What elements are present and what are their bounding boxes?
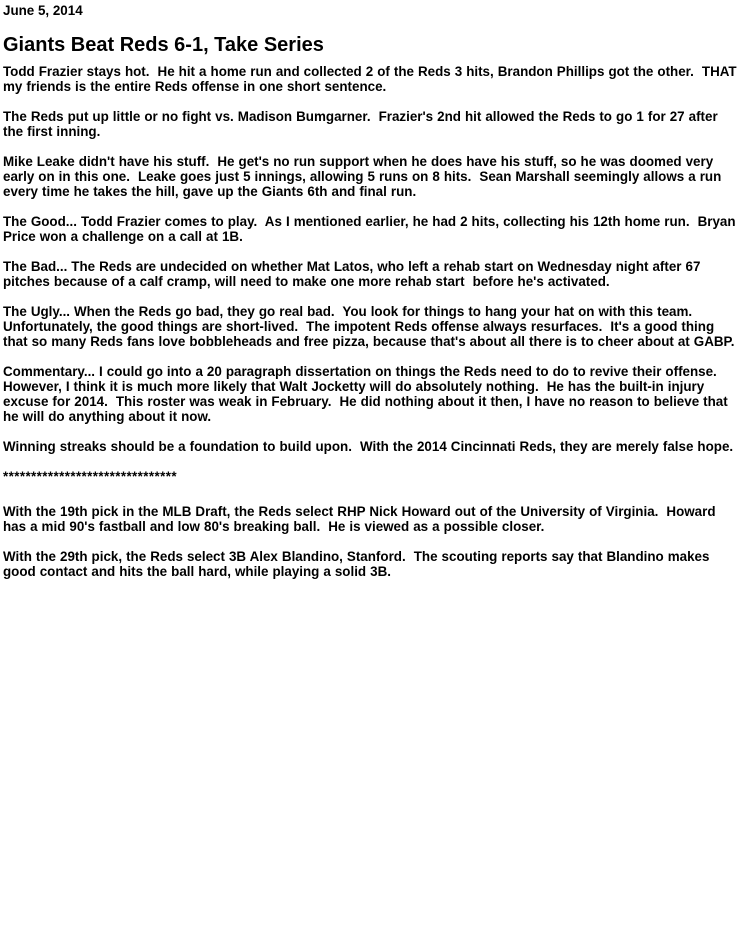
- post-title: Giants Beat Reds 6-1, Take Series: [3, 34, 324, 56]
- paragraph-the-good: The Good... Todd Frazier comes to play. As I mentioned earlier, he had 2 hits, collecting his 12th home run. Bryan Price won a challenge on a call at 1B.: [3, 214, 740, 244]
- paragraph-the-bad: The Bad... The Reds are undecided on whether Mat Latos, who left a rehab start on Wednesday night after 67 pitches because of a calf cramp, will need to make one more rehab start before he's activated.: [3, 259, 705, 289]
- asterisk-divider: *******************************: [3, 469, 177, 484]
- post-date: June 5, 2014: [3, 3, 83, 18]
- paragraph-the-ugly: The Ugly... When the Reds go bad, they go real bad. You look for things to hang your hat on with this team. Unfortunately, the good things are short-lived. The impotent Reds offense always resurfaces. It's a good thing that so many Reds fans love bobbleheads and free pizza, because that's about all there is to cheer about at GABP.: [3, 304, 735, 349]
- paragraph-leake: Mike Leake didn't have his stuff. He get's no run support when he does have his stuff, so he was doomed very early on in this one. Leake goes just 5 innings, allowing 5 runs on 8 hits. Sean Marshall seemingly allows a run every time he takes the hill, gave up the Giants 6th and final run.: [3, 154, 726, 199]
- paragraph-draft-pick-19: With the 19th pick in the MLB Draft, the Reds select RHP Nick Howard out of the University of Virginia. Howard has a mid 90's fastball and low 80's breaking ball. He is viewed as a possible closer.: [3, 504, 720, 534]
- paragraph-recap: Todd Frazier stays hot. He hit a home run and collected 2 of the Reds 3 hits, Brandon Phillips got the other. THAT my friends is the entire Reds offense in one short sentence.: [3, 64, 741, 94]
- paragraph-bumgarner: The Reds put up little or no fight vs. Madison Bumgarner. Frazier's 2nd hit allowed the Reds to go 1 for 27 after the first inning.: [3, 109, 722, 139]
- paragraph-commentary: Commentary... I could go into a 20 paragraph dissertation on things the Reds need to do to revive their offense. However, I think it is much more likely that Walt Jocketty will do absolutely nothing. He has the built-in injury excuse for 2014. This roster was weak in February. He did nothing about it then, I have no reason to believe that he will do anything about it now.: [3, 364, 732, 424]
- paragraph-draft-pick-29: With the 29th pick, the Reds select 3B Alex Blandino, Stanford. The scouting reports say that Blandino makes good contact and hits the ball hard, while playing a solid 3B.: [3, 549, 714, 579]
- paragraph-winning-streaks: Winning streaks should be a foundation to build upon. With the 2014 Cincinnati Reds, they are merely false hope.: [3, 439, 734, 454]
